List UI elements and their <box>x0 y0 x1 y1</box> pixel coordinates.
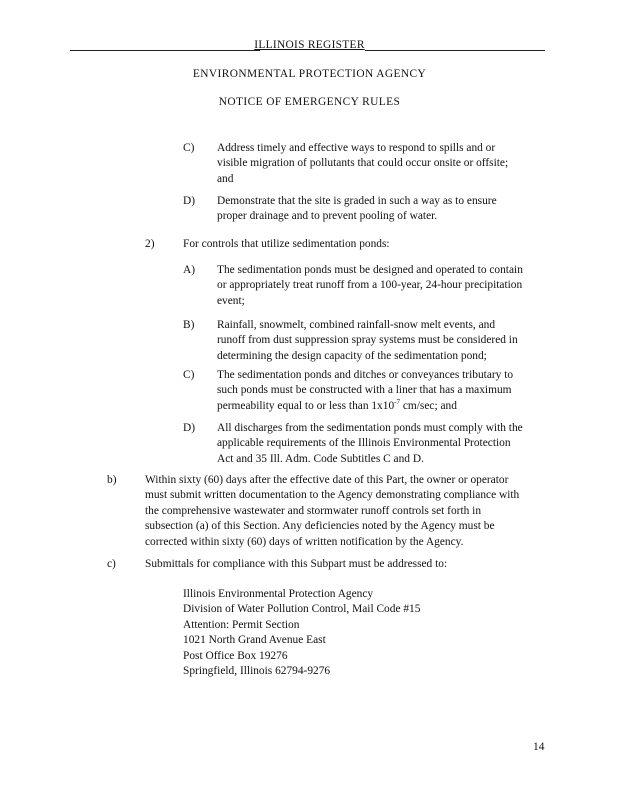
text-line: runoff from dust suppression spray systems must be considered in <box>217 334 518 347</box>
text-line: Rainfall, snowmelt, combined rainfall-snow melt events, and <box>217 319 496 331</box>
text-line: the comprehensive wastewater and stormwater runoff controls set forth in <box>145 504 482 517</box>
register-title: ILLINOIS REGISTER <box>254 39 365 51</box>
text-fragment: permeability equal to or less than 1x10 <box>217 399 395 412</box>
text-line: event; <box>217 294 245 307</box>
text-line: applicable requirements of the Illinois Environmental Protection <box>217 437 511 450</box>
item-label-2: 2) <box>145 238 155 250</box>
item-text-c2 <box>217 368 543 414</box>
item-label-b: b) <box>107 474 117 486</box>
agency-name: ENVIRONMENTAL PROTECTION AGENCY <box>192 68 427 80</box>
text-line: Act and 35 Ill. Adm. Code Subtitles C and D. <box>217 452 424 465</box>
text-line: visible migration of pollutants that could occur onsite or offsite; <box>217 157 509 170</box>
item-text-b <box>145 473 545 550</box>
item-label-a2: A) <box>183 264 196 276</box>
text-line: such ponds must be constructed with a liner that has a maximum <box>217 384 512 397</box>
text-line: subsection (a) of this Section. Any deficiencies noted by the Agency must be <box>145 520 495 533</box>
item-label-b2: B) <box>183 319 195 331</box>
text-line: determining the design capacity of the sedimentation pond; <box>217 349 487 362</box>
text-line: corrected within sixty (60) days of written notification by the Agency. <box>145 535 464 548</box>
address-line: Springfield, Illinois 62794-9276 <box>183 665 331 678</box>
text-line: Within sixty (60) days after the effective date of this Part, the owner or operator <box>145 474 509 486</box>
address-line: Attention: Permit Section <box>183 618 300 631</box>
exponent: -7 <box>394 398 400 407</box>
notice-title: NOTICE OF EMERGENCY RULES <box>218 96 401 108</box>
item-text-b2 <box>217 318 543 364</box>
address-line: Illinois Environmental Protection Agency <box>183 588 374 600</box>
item-text-a2 <box>217 263 543 309</box>
item-label-c1: C) <box>183 142 195 154</box>
address-line: 1021 North Grand Avenue East <box>183 634 326 647</box>
item-text-2: For controls that utilize sedimentation ponds: <box>183 238 390 250</box>
item-text-c: Submittals for compliance with this Subpart must be addressed to: <box>145 558 448 570</box>
page-number: 14 <box>533 741 545 753</box>
text-line <box>217 399 543 414</box>
text-line: or appropriately treat runoff from a 100-year, 24-hour precipitation <box>217 279 523 292</box>
address-block <box>183 587 523 679</box>
text-line: The sedimentation ponds and ditches or conveyances tributary to <box>217 369 514 381</box>
text-line: proper drainage and to prevent pooling of water. <box>217 210 438 223</box>
text-line: Demonstrate that the site is graded in such a way as to ensure <box>217 195 497 207</box>
item-text-d1 <box>217 194 542 225</box>
address-line: Post Office Box 19276 <box>183 649 288 662</box>
item-text-c1 <box>217 141 542 187</box>
item-label-d1: D) <box>183 195 196 207</box>
item-label-d2: D) <box>183 422 196 434</box>
item-text-d2 <box>217 421 543 467</box>
text-line: All discharges from the sedimentation ponds must comply with the <box>217 422 523 434</box>
text-line: and <box>217 172 234 185</box>
address-line: Division of Water Pollution Control, Mail Code #15 <box>183 603 421 616</box>
text-fragment: cm/sec; and <box>400 399 457 412</box>
item-label-c2: C) <box>183 369 195 381</box>
item-label-c: c) <box>107 558 116 570</box>
text-line: Address timely and effective ways to respond to spills and or <box>217 142 496 154</box>
text-line: The sedimentation ponds must be designed and operated to contain <box>217 264 523 276</box>
text-line: must submit written documentation to the Agency demonstrating compliance with <box>145 489 520 502</box>
